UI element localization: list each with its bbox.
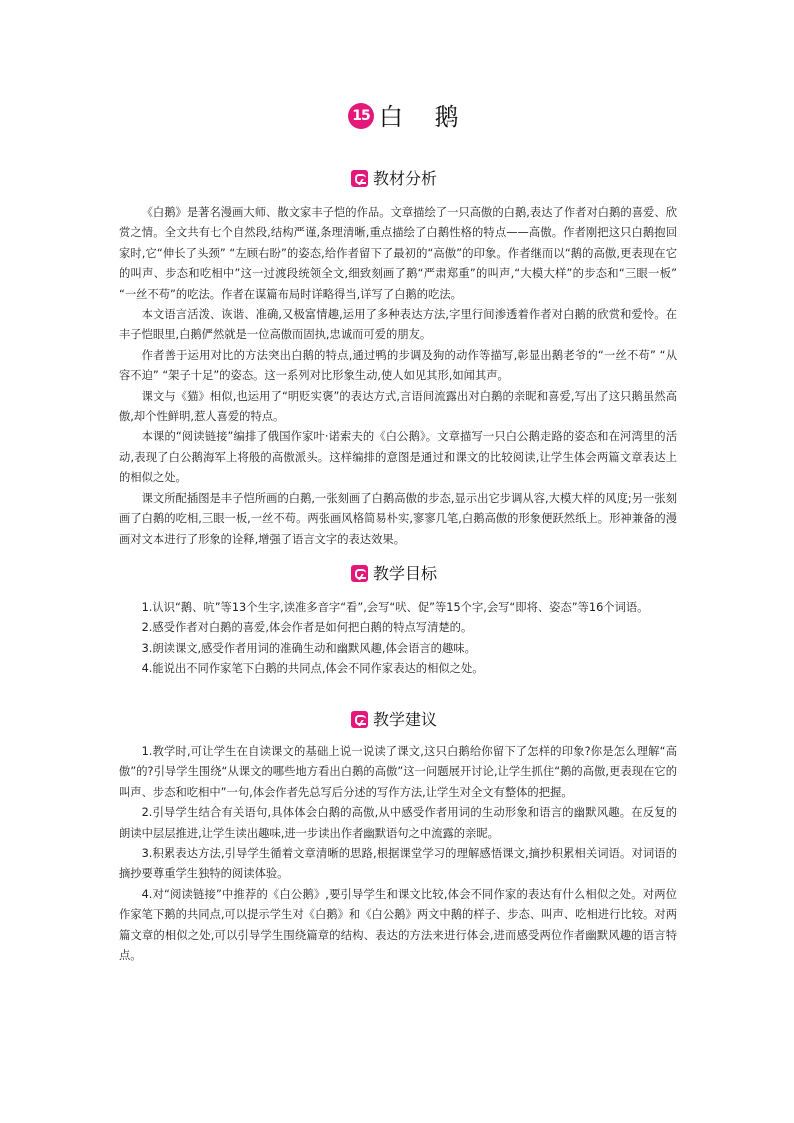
section-heading-analysis	[0, 166, 794, 192]
analysis-paragraph: 本文语言活泼、诙谐、准确,又极富情趣,运用了多种表达方法,字里行间渗透着作者对白鹅的欣赏和爱怜。在丰子恺眼里,白鹅俨然就是一位高傲而固执,忠诚而可爱的朋友。	[119, 308, 677, 342]
section-heading-goals	[0, 561, 794, 587]
goal-item: 1.认识“鹅、吭”等13个生字,读准多音字“看”,会写“吠、促”等15个字,会写“即将、姿态”等16个词语。	[141, 601, 649, 614]
lesson-title: 白 鹅	[379, 103, 471, 131]
suggestion-item: 3.积累表达方法,引导学生循着文章清晰的思路,根据课堂学习的理解感悟课文,摘抄积累相关词语。对词语的摘抄要尊重学生独特的阅读体验。	[119, 847, 677, 881]
suggestion-item: 1.教学时,可让学生在自读课文的基础上说一说读了课文,这只白鹅给你留下了怎样的印象?你是怎么理解“高傲”的?引导学生围绕“从课文的哪些地方看出白鹅的高傲”这一问题展开讨论,让学生抓住“鹅的高傲,更表现在它的叫声、步态和吃相中”一句,体会作者先总写后分述的写作方法,让学生对全文有整体的把握。	[119, 745, 677, 799]
section-title: 教学目标	[373, 564, 438, 583]
goal-item: 2.感受作者对白鹅的喜爱,体会作者是如何把白鹅的特点写清楚的。	[141, 621, 473, 635]
section-bookmark-icon	[351, 565, 368, 582]
lesson-title-row	[0, 101, 794, 137]
analysis-body	[119, 203, 677, 550]
section-heading-suggestions	[0, 707, 794, 733]
goals-list	[119, 598, 677, 680]
analysis-paragraph: 作者善于运用对比的方法突出白鹅的特点,通过鸭的步调及狗的动作等描写,彰显出鹅老爷的“一丝不苟” “从容不迫” “架子十足”的姿态。这一系列对比形象生动,使人如见其形,如闻其声。	[119, 348, 677, 383]
analysis-paragraph: 本课的“阅读链接”编排了俄国作家叶·诺索夫的《白公鹅》。文章描写一只白公鹅走路的姿态和在河湾里的活动,表现了白公鹅海军上将般的高傲派头。这样编排的意图是通过和课文的比较阅读,让学生体会两篇文章表达上的相似之处。	[119, 430, 677, 485]
goal-item: 4.能说出不同作家笔下白鹅的共同点,体会不同作家表达的相似之处。	[141, 662, 484, 676]
suggestions-list	[119, 742, 677, 966]
analysis-paragraph: 课文与《猫》相似,也运用了“明贬实褒”的表达方式,言语间流露出对白鹅的亲昵和喜爱,写出了这只鹅虽然高傲,却个性鲜明,惹人喜爱的特点。	[119, 389, 677, 424]
analysis-paragraph: 《白鹅》是著名漫画大师、散文家丰子恺的作品。文章描绘了一只高傲的白鹅,表达了作者对白鹅的喜爱、欣赏之情。全文共有七个自然段,结构严谨,条理清晰,重点描绘了白鹅性格的特点——高傲。作者刚把这只白鹅抱回家时,它“伸长了头颈” “左顾右盼”的姿态,给作者留下了最初的“高傲”的印象。作者继而以“鹅的高傲,更表现在它的叫声、步态和吃相中”这一过渡段统领全文,细致刻画了鹅“严肃郑重”的叫声,“大模大样”的步态和“三眼一板” “一丝不苟”的吃法。作者在谋篇布局时详略得当,详写了白鹅的吃法。	[119, 206, 677, 301]
lesson-number-badge: 15	[348, 103, 374, 129]
section-title: 教材分析	[373, 169, 438, 188]
suggestion-item: 2.引导学生结合有关语句,具体体会白鹅的高傲,从中感受作者用词的生动形象和语言的幽默风趣。在反复的朗读中层层推进,让学生读出趣味,进一步读出作者幽默语句之中流露的亲昵。	[119, 806, 677, 840]
section-bookmark-icon	[351, 170, 368, 187]
goal-item: 3.朗读课文,感受作者用词的准确生动和幽默风趣,体会语言的趣味。	[141, 641, 476, 655]
analysis-paragraph: 课文所配插图是丰子恺所画的白鹅,一张刻画了白鹅高傲的步态,显示出它步调从容,大模大样的风度;另一张刻画了白鹅的吃相,三眼一板,一丝不苟。两张画风格简易朴实,寥寥几笔,白鹅高傲的形象便跃然纸上。形神兼备的漫画对文本进行了形象的诠释,增强了语言文字的表达效果。	[119, 491, 677, 546]
section-title: 教学建议	[373, 710, 438, 729]
section-bookmark-icon	[351, 711, 368, 728]
suggestion-item: 4.对“阅读链接”中推荐的《白公鹅》,要引导学生和课文比较,体会不同作家的表达有什么相似之处。对两位作家笔下鹅的共同点,可以提示学生对《白鹅》和《白公鹅》两文中鹅的样子、步态、叫声、吃相进行比较。对两篇文章的相似之处,可以引导学生围绕篇章的结构、表达的方法来进行体会,进而感受两位作者幽默风趣的语言特点。	[119, 887, 677, 963]
